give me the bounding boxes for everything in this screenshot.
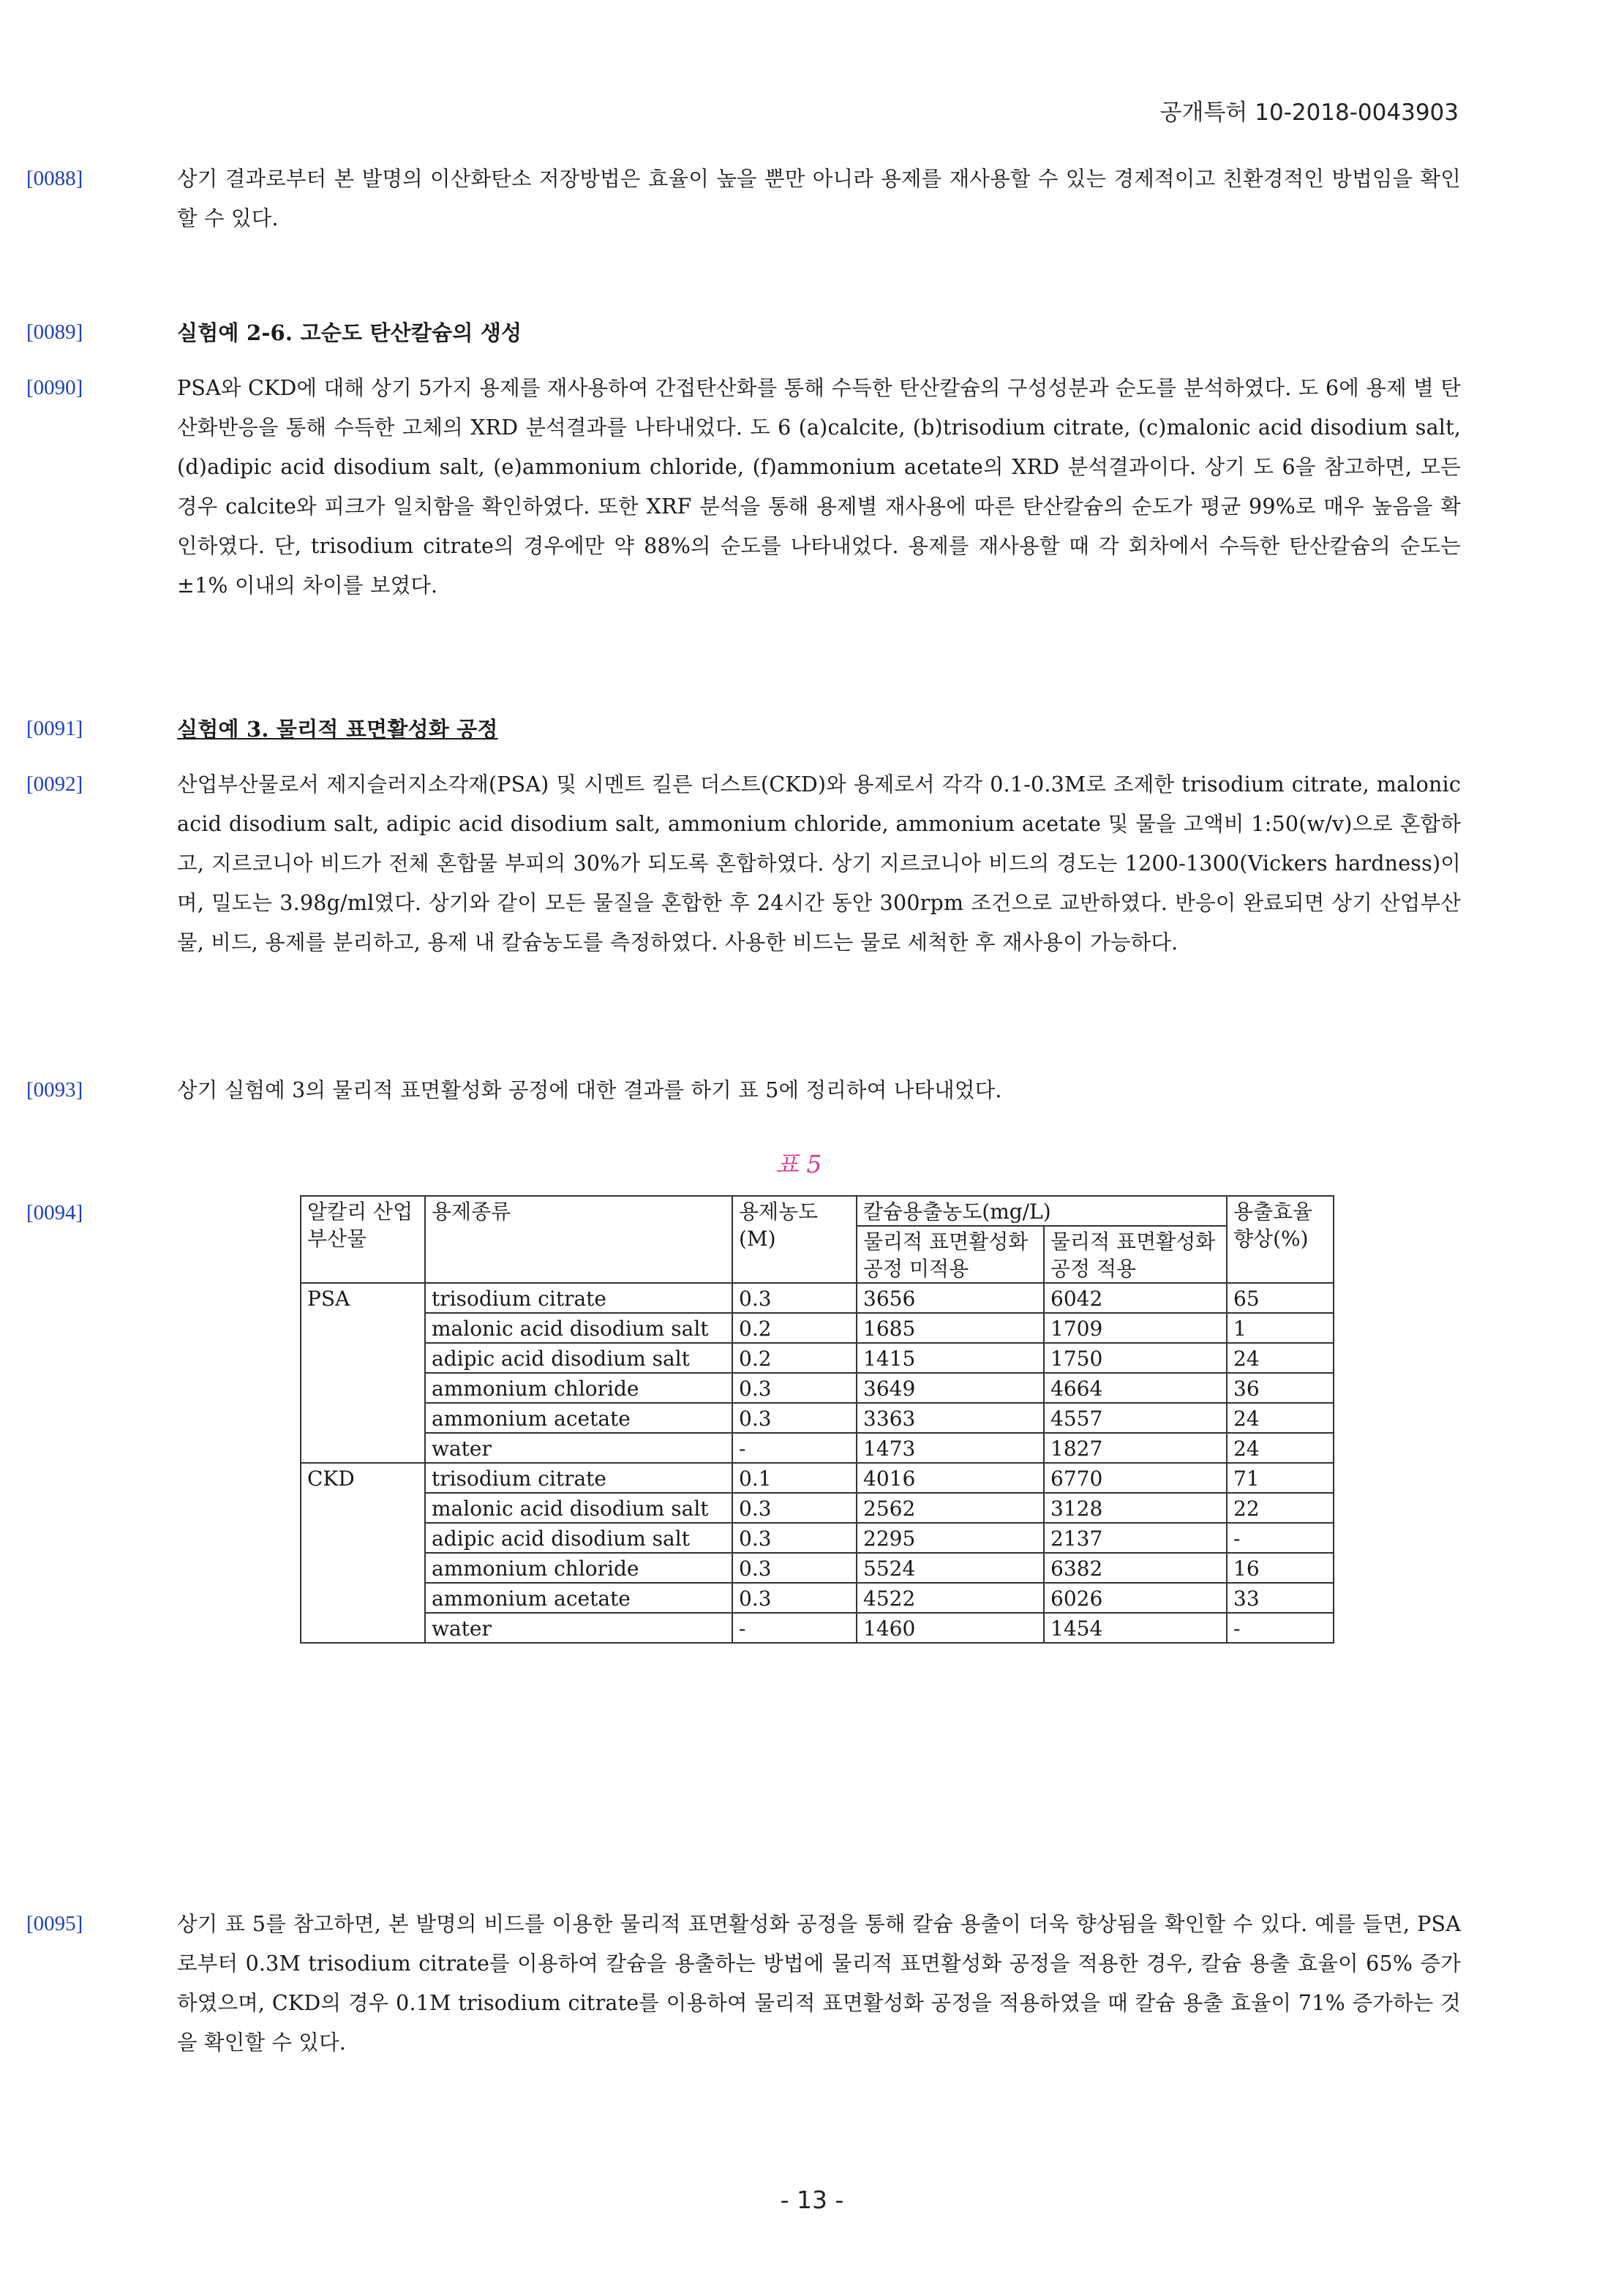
paragraph-number: [0091] (26, 717, 83, 740)
paragraph-number: [0089] (26, 320, 83, 344)
solvent-cell: adipic acid disodium salt (425, 1523, 732, 1553)
solvent-cell: ammonium chloride (425, 1373, 732, 1403)
paragraph-number: [0094] (26, 1201, 83, 1224)
paragraph-text: 상기 결과로부터 본 발명의 이산화탄소 저장방법은 효율이 높을 뿐만 아니라 용제를 재사용할 수 있는 경제적이고 친환경적인 방법임을 확인할 수 있다. (177, 167, 1461, 230)
paragraph-text: 산업부산물로서 제지슬러지소각재(PSA) 및 시멘트 킬른 더스트(CKD)와 용제로서 각각 0.1-0.3M로 조제한 trisodium citrate, malonic acid disodium salt, adipic acid disodium salt, ammonium chloride, ammonium acetate 및 물을 고액비 1:50(w/v)으로 혼합하고, 지르코니아 비드가 전체 혼합물 부피의 30%가 되도록 혼합하였다. 상기 지르코니아 비드의 경도는 1200-1300(Vickers hardness)이며, 밀도는 3.98g/ml였다. 상기와 같이 모든 물질을 혼합한 후 24시간 동안 300rpm 조건으로 교반하였다. 반응이 완료되면 상기 산업부산물, 비드, 용제를 분리하고, 용제 내 칼슘농도를 측정하였다. 사용한 비드는 물로 세척한 후 재사용이 가능하다. (177, 772, 1461, 955)
table-row (301, 1523, 1334, 1553)
concentration-cell: - (732, 1433, 857, 1463)
paragraph-number: [0095] (26, 1912, 83, 1935)
concentration-cell: 0.2 (732, 1313, 857, 1343)
solvent-cell: trisodium citrate (425, 1283, 732, 1313)
calcium-treated-cell: 3128 (1044, 1493, 1227, 1523)
calcium-untreated-cell: 2295 (857, 1523, 1044, 1553)
concentration-cell: 0.3 (732, 1283, 857, 1313)
calcium-untreated-cell: 5524 (857, 1553, 1044, 1583)
header-cell: 알칼리 산업부산물 (301, 1196, 425, 1283)
concentration-cell: - (732, 1613, 857, 1643)
calcium-untreated-cell: 3363 (857, 1403, 1044, 1433)
table-5 (300, 1195, 1334, 1644)
table-row (301, 1493, 1334, 1523)
header-cell: 용제농도(M) (732, 1196, 857, 1283)
header-cell: 칼슘용출농도(mg/L) (857, 1196, 1227, 1226)
paragraph-text: 상기 실험예 3의 물리적 표면활성화 공정에 대한 결과를 하기 표 5에 정리하여 나타내었다. (177, 1078, 1002, 1102)
table-row (301, 1433, 1334, 1463)
table-row (301, 1373, 1334, 1403)
table-title: 표 5 (775, 1150, 822, 1178)
efficiency-cell: 36 (1227, 1373, 1334, 1403)
efficiency-cell: 1 (1227, 1313, 1334, 1343)
efficiency-cell: - (1227, 1613, 1334, 1643)
section-title: 실험예 3. 물리적 표면활성화 공정 (177, 717, 498, 742)
paragraph-number: [0092] (26, 772, 83, 796)
paragraph-text: PSA와 CKD에 대해 상기 5가지 용제를 재사용하여 간접탄산화를 통해 수득한 탄산칼슘의 구성성분과 순도를 분석하였다. 도 6에 용제 별 탄산화반응을 통해 수득한 고체의 XRD 분석결과를 나타내었다. 도 6 (a)calcite, (b)trisodium citrate, (c)malonic acid disodium salt, (d)adipic acid disodium salt, (e)ammonium chloride, (f)ammonium acetate의 XRD 분석결과이다. 상기 도 6을 참고하면, 모든 경우 calcite와 피크가 일치함을 확인하였다. 또한 XRF 분석을 통해 용제별 재사용에 따른 탄산칼슘의 순도가 평균 99%로 매우 높음을 확인하였다. 단, trisodium citrate의 경우에만 약 88%의 순도를 나타내었다. 용제를 재사용할 때 각 회차에서 수득한 탄산칼슘의 순도는 ±1% 이내의 차이를 보였다. (177, 376, 1461, 598)
calcium-treated-cell: 4664 (1044, 1373, 1227, 1403)
table-row (301, 1343, 1334, 1373)
table-row (301, 1313, 1334, 1343)
calcium-untreated-cell: 3649 (857, 1373, 1044, 1403)
solvent-cell: water (425, 1613, 732, 1643)
calcium-treated-cell: 6382 (1044, 1553, 1227, 1583)
efficiency-cell: 65 (1227, 1283, 1334, 1313)
calcium-treated-cell: 2137 (1044, 1523, 1227, 1553)
paragraph-number: [0090] (26, 376, 83, 399)
efficiency-cell: 16 (1227, 1553, 1334, 1583)
concentration-cell: 0.3 (732, 1523, 857, 1553)
efficiency-cell: 71 (1227, 1463, 1334, 1493)
concentration-cell: 0.2 (732, 1343, 857, 1373)
efficiency-cell: 33 (1227, 1583, 1334, 1613)
concentration-cell: 0.1 (732, 1463, 857, 1493)
table-row (301, 1613, 1334, 1643)
solvent-cell: ammonium acetate (425, 1403, 732, 1433)
concentration-cell: 0.3 (732, 1553, 857, 1583)
header-cell: 용제종류 (425, 1196, 732, 1283)
table-row (301, 1583, 1334, 1613)
table-header-row (301, 1196, 1334, 1226)
calcium-treated-cell: 6026 (1044, 1583, 1227, 1613)
paragraph-number: [0093] (26, 1078, 83, 1102)
solvent-cell: ammonium acetate (425, 1583, 732, 1613)
solvent-cell: malonic acid disodium salt (425, 1313, 732, 1343)
page-number: - 13 - (780, 2186, 844, 2214)
efficiency-cell: 22 (1227, 1493, 1334, 1523)
concentration-cell: 0.3 (732, 1373, 857, 1403)
efficiency-cell: 24 (1227, 1433, 1334, 1463)
solvent-cell: malonic acid disodium salt (425, 1493, 732, 1523)
calcium-untreated-cell: 3656 (857, 1283, 1044, 1313)
calcium-treated-cell: 1709 (1044, 1313, 1227, 1343)
calcium-untreated-cell: 4016 (857, 1463, 1044, 1493)
calcium-treated-cell: 4557 (1044, 1403, 1227, 1433)
table-row (301, 1463, 1334, 1493)
material-cell: PSA (301, 1283, 425, 1463)
calcium-untreated-cell: 1415 (857, 1343, 1044, 1373)
solvent-cell: adipic acid disodium salt (425, 1343, 732, 1373)
header-cell: 용출효율향상(%) (1227, 1196, 1334, 1283)
calcium-untreated-cell: 1460 (857, 1613, 1044, 1643)
table-body (301, 1196, 1334, 1643)
material-cell: CKD (301, 1463, 425, 1643)
concentration-cell: 0.3 (732, 1403, 857, 1433)
efficiency-cell: 24 (1227, 1403, 1334, 1433)
table-row (301, 1283, 1334, 1313)
header-cell: 물리적 표면활성화 공정 미적용 (857, 1226, 1044, 1283)
calcium-treated-cell: 1827 (1044, 1433, 1227, 1463)
efficiency-cell: 24 (1227, 1343, 1334, 1373)
calcium-untreated-cell: 1685 (857, 1313, 1044, 1343)
calcium-untreated-cell: 1473 (857, 1433, 1044, 1463)
solvent-cell: water (425, 1433, 732, 1463)
calcium-untreated-cell: 2562 (857, 1493, 1044, 1523)
table-row (301, 1553, 1334, 1583)
header-cell: 물리적 표면활성화 공정 적용 (1044, 1226, 1227, 1283)
calcium-untreated-cell: 4522 (857, 1583, 1044, 1613)
table-row (301, 1403, 1334, 1433)
patent-header: 공개특허 10-2018-0043903 (1159, 99, 1459, 126)
paragraph-number: [0088] (26, 167, 83, 190)
section-title: 실험예 2-6. 고순도 탄산칼슘의 생성 (177, 320, 522, 345)
concentration-cell: 0.3 (732, 1583, 857, 1613)
concentration-cell: 0.3 (732, 1493, 857, 1523)
solvent-cell: ammonium chloride (425, 1553, 732, 1583)
calcium-treated-cell: 6042 (1044, 1283, 1227, 1313)
paragraph-text: 상기 표 5를 참고하면, 본 발명의 비드를 이용한 물리적 표면활성화 공정을 통해 칼슘 용출이 더욱 향상됨을 확인할 수 있다. 예를 들면, PSA로부터 0.3M trisodium citrate를 이용하여 칼슘을 용출하는 방법에 물리적 표면활성화 공정을 적용한 경우, 칼슘 용출 효율이 65% 증가하였으며, CKD의 경우 0.1M trisodium citrate를 이용하여 물리적 표면활성화 공정을 적용하였을 때 칼슘 용출 효율이 71% 증가하는 것을 확인할 수 있다. (177, 1912, 1461, 2055)
efficiency-cell: - (1227, 1523, 1334, 1553)
calcium-treated-cell: 6770 (1044, 1463, 1227, 1493)
solvent-cell: trisodium citrate (425, 1463, 732, 1493)
calcium-treated-cell: 1750 (1044, 1343, 1227, 1373)
calcium-treated-cell: 1454 (1044, 1613, 1227, 1643)
